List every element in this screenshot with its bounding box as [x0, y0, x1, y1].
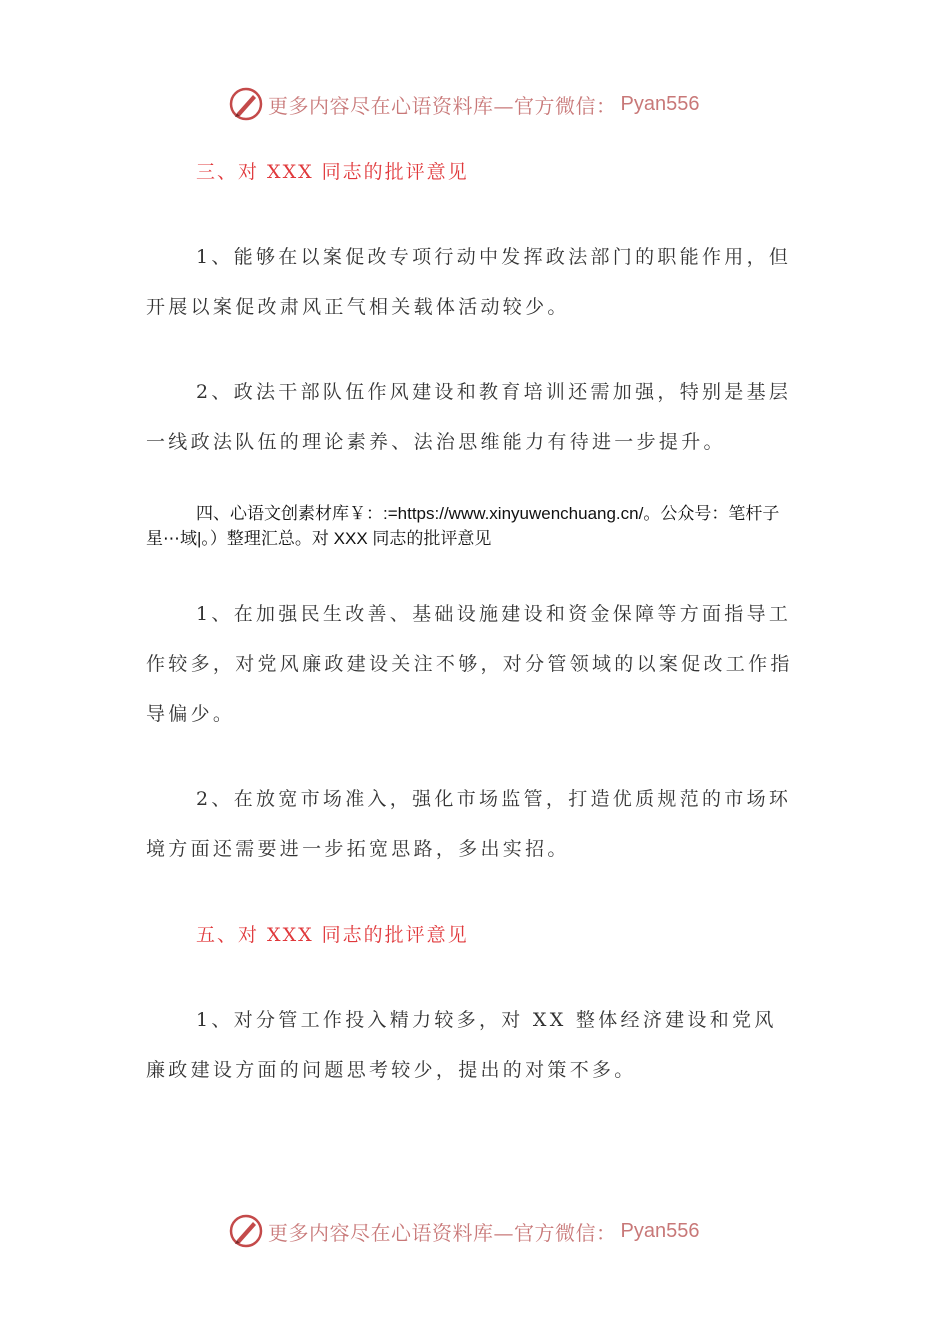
banner-text: 更多内容尽在心语资料库—官方微信：	[268, 1220, 617, 1245]
section-3-paragraph-2: 2、政法干部队伍作风建设和教育培训还需加强，特别是基层一线政法队伍的理论素养、法治思维能力有待进一步提升。	[146, 381, 792, 453]
section-5-paragraph-1: 1、对分管工作投入精力较多，对 XX 整体经济建设和党风廉政建设方面的问题思考较少，提出的对策不多。	[146, 1009, 777, 1081]
section-4-paragraph-1: 1、在加强民生改善、基础设施建设和资金保障等方面指导工作较多，对党风廉政建设关注不够，对分管领域的以案促改工作指导偏少。	[146, 603, 793, 725]
banner-wechat-id: Pyan556	[620, 1219, 700, 1242]
pen-logo-icon	[228, 86, 264, 122]
banner-wechat-id: Pyan556	[620, 92, 700, 115]
section-3-paragraph-1: 1、能够在以案促改专项行动中发挥政法部门的职能作用，但开展以案促改肃风正气相关载体活动较少。	[146, 246, 792, 318]
section-4-paragraph-2: 2、在放宽市场准入，强化市场监管，打造优质规范的市场环境方面还需要进一步拓宽思路，多出实招。	[146, 788, 792, 860]
section-3-heading: 三、对 XXX 同志的批评意见	[196, 161, 469, 183]
pen-logo-icon	[228, 1213, 264, 1249]
header-banner	[228, 84, 788, 124]
section-5-heading: 五、对 XXX 同志的批评意见	[196, 924, 469, 946]
section-4-heading: 四、心语文创素材库￥：:=https://www.xinyuwenchuang.cn/。公众号：笔杆子星⋯域|。）整理汇总。对 XXX 同志的批评意见	[146, 504, 780, 548]
banner-text: 更多内容尽在心语资料库—官方微信：	[268, 93, 617, 118]
footer-banner	[228, 1211, 788, 1251]
